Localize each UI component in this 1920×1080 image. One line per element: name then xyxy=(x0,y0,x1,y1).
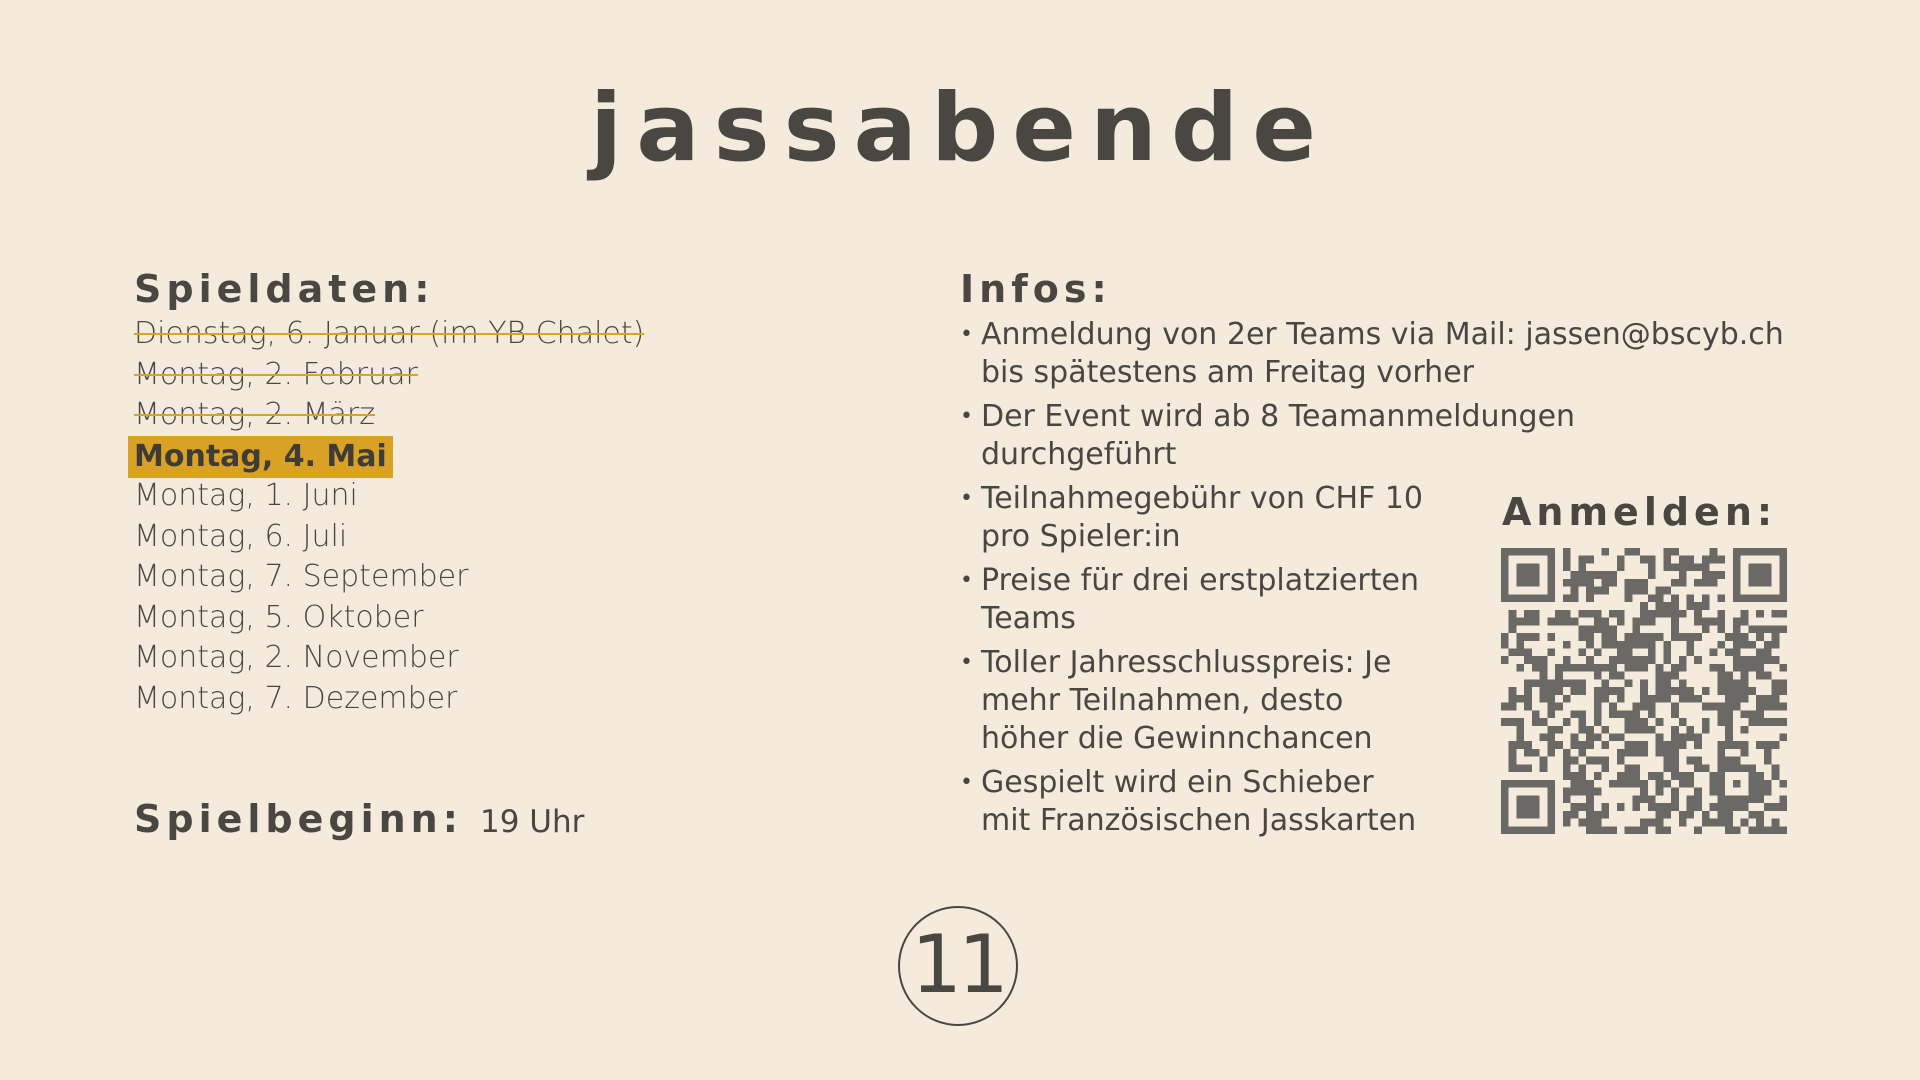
info-item-line: höher die Gewinnchancen xyxy=(981,721,1373,756)
info-item-line: mehr Teilnahmen, desto xyxy=(981,683,1344,718)
info-item-line: Preise für drei erstplatzierten xyxy=(981,563,1419,598)
start-time-label: Spielbeginn: xyxy=(134,797,463,841)
schedule-date-item xyxy=(134,557,644,598)
schedule-date-list xyxy=(134,314,644,719)
bullet-icon: • xyxy=(960,650,973,675)
schedule-date-label: Montag, 2. November xyxy=(134,640,459,675)
schedule-date-label: Montag, 2. Februar xyxy=(134,356,418,392)
schedule-date-label: Montag, 2. März xyxy=(134,397,375,432)
schedule-date-label: Montag, 1. Juni xyxy=(134,478,358,513)
schedule-date-label: Montag, 4. Mai xyxy=(128,436,393,478)
info-item-line: Teams xyxy=(981,601,1076,636)
start-time-value: 19 Uhr xyxy=(480,804,585,840)
info-item-line: bis spätestens am Freitag vorher xyxy=(981,355,1474,390)
page-title: jassabende xyxy=(590,74,1330,183)
page-number-badge: 11 xyxy=(898,906,1018,1026)
schedule-date-item xyxy=(134,314,644,355)
schedule-date-item xyxy=(134,598,644,639)
info-item-line: Der Event wird ab 8 Teamanmeldungen xyxy=(981,399,1576,434)
schedule-date-label: Montag, 7. September xyxy=(134,559,469,594)
schedule-date-label: Montag, 5. Oktober xyxy=(134,599,424,635)
bullet-icon: • xyxy=(960,486,973,511)
info-item xyxy=(960,316,1784,392)
schedule-date-label: Montag, 7. Dezember xyxy=(134,680,458,716)
schedule-date-item xyxy=(134,395,644,436)
schedule-date-item xyxy=(134,476,644,517)
info-item-line: Teilnahmegebühr von CHF 10 xyxy=(981,481,1424,516)
info-item-line: Toller Jahresschlusspreis: Je xyxy=(981,645,1392,680)
infos-heading: Infos: xyxy=(960,267,1112,311)
schedule-date-item xyxy=(134,355,644,396)
bullet-icon: • xyxy=(960,568,973,593)
bullet-icon: • xyxy=(960,404,973,429)
info-item-line: pro Spieler:in xyxy=(981,519,1181,554)
start-time xyxy=(134,797,585,841)
info-item-line: Anmeldung von 2er Teams via Mail: jassen@bscyb.ch xyxy=(981,317,1784,352)
info-item-line: Gespielt wird ein Schieber xyxy=(981,765,1374,800)
bullet-icon: • xyxy=(960,322,973,347)
qr-code-icon[interactable] xyxy=(1501,548,1787,834)
info-item-line: mit Französischen Jasskarten xyxy=(981,803,1417,838)
schedule-date-label: Montag, 6. Juli xyxy=(134,518,348,554)
bullet-icon: • xyxy=(960,770,973,795)
register-heading: Anmelden: xyxy=(1502,490,1778,534)
schedule-date-item xyxy=(134,679,644,720)
schedule-date-item xyxy=(134,436,644,477)
info-item xyxy=(960,398,1784,474)
schedule-date-item xyxy=(134,638,644,679)
schedule-date-item xyxy=(134,517,644,558)
schedule-heading: Spieldaten: xyxy=(134,267,435,311)
info-item-line: durchgeführt xyxy=(981,437,1177,472)
schedule-date-label: Dienstag, 6. Januar (im YB Chalet) xyxy=(134,316,645,351)
